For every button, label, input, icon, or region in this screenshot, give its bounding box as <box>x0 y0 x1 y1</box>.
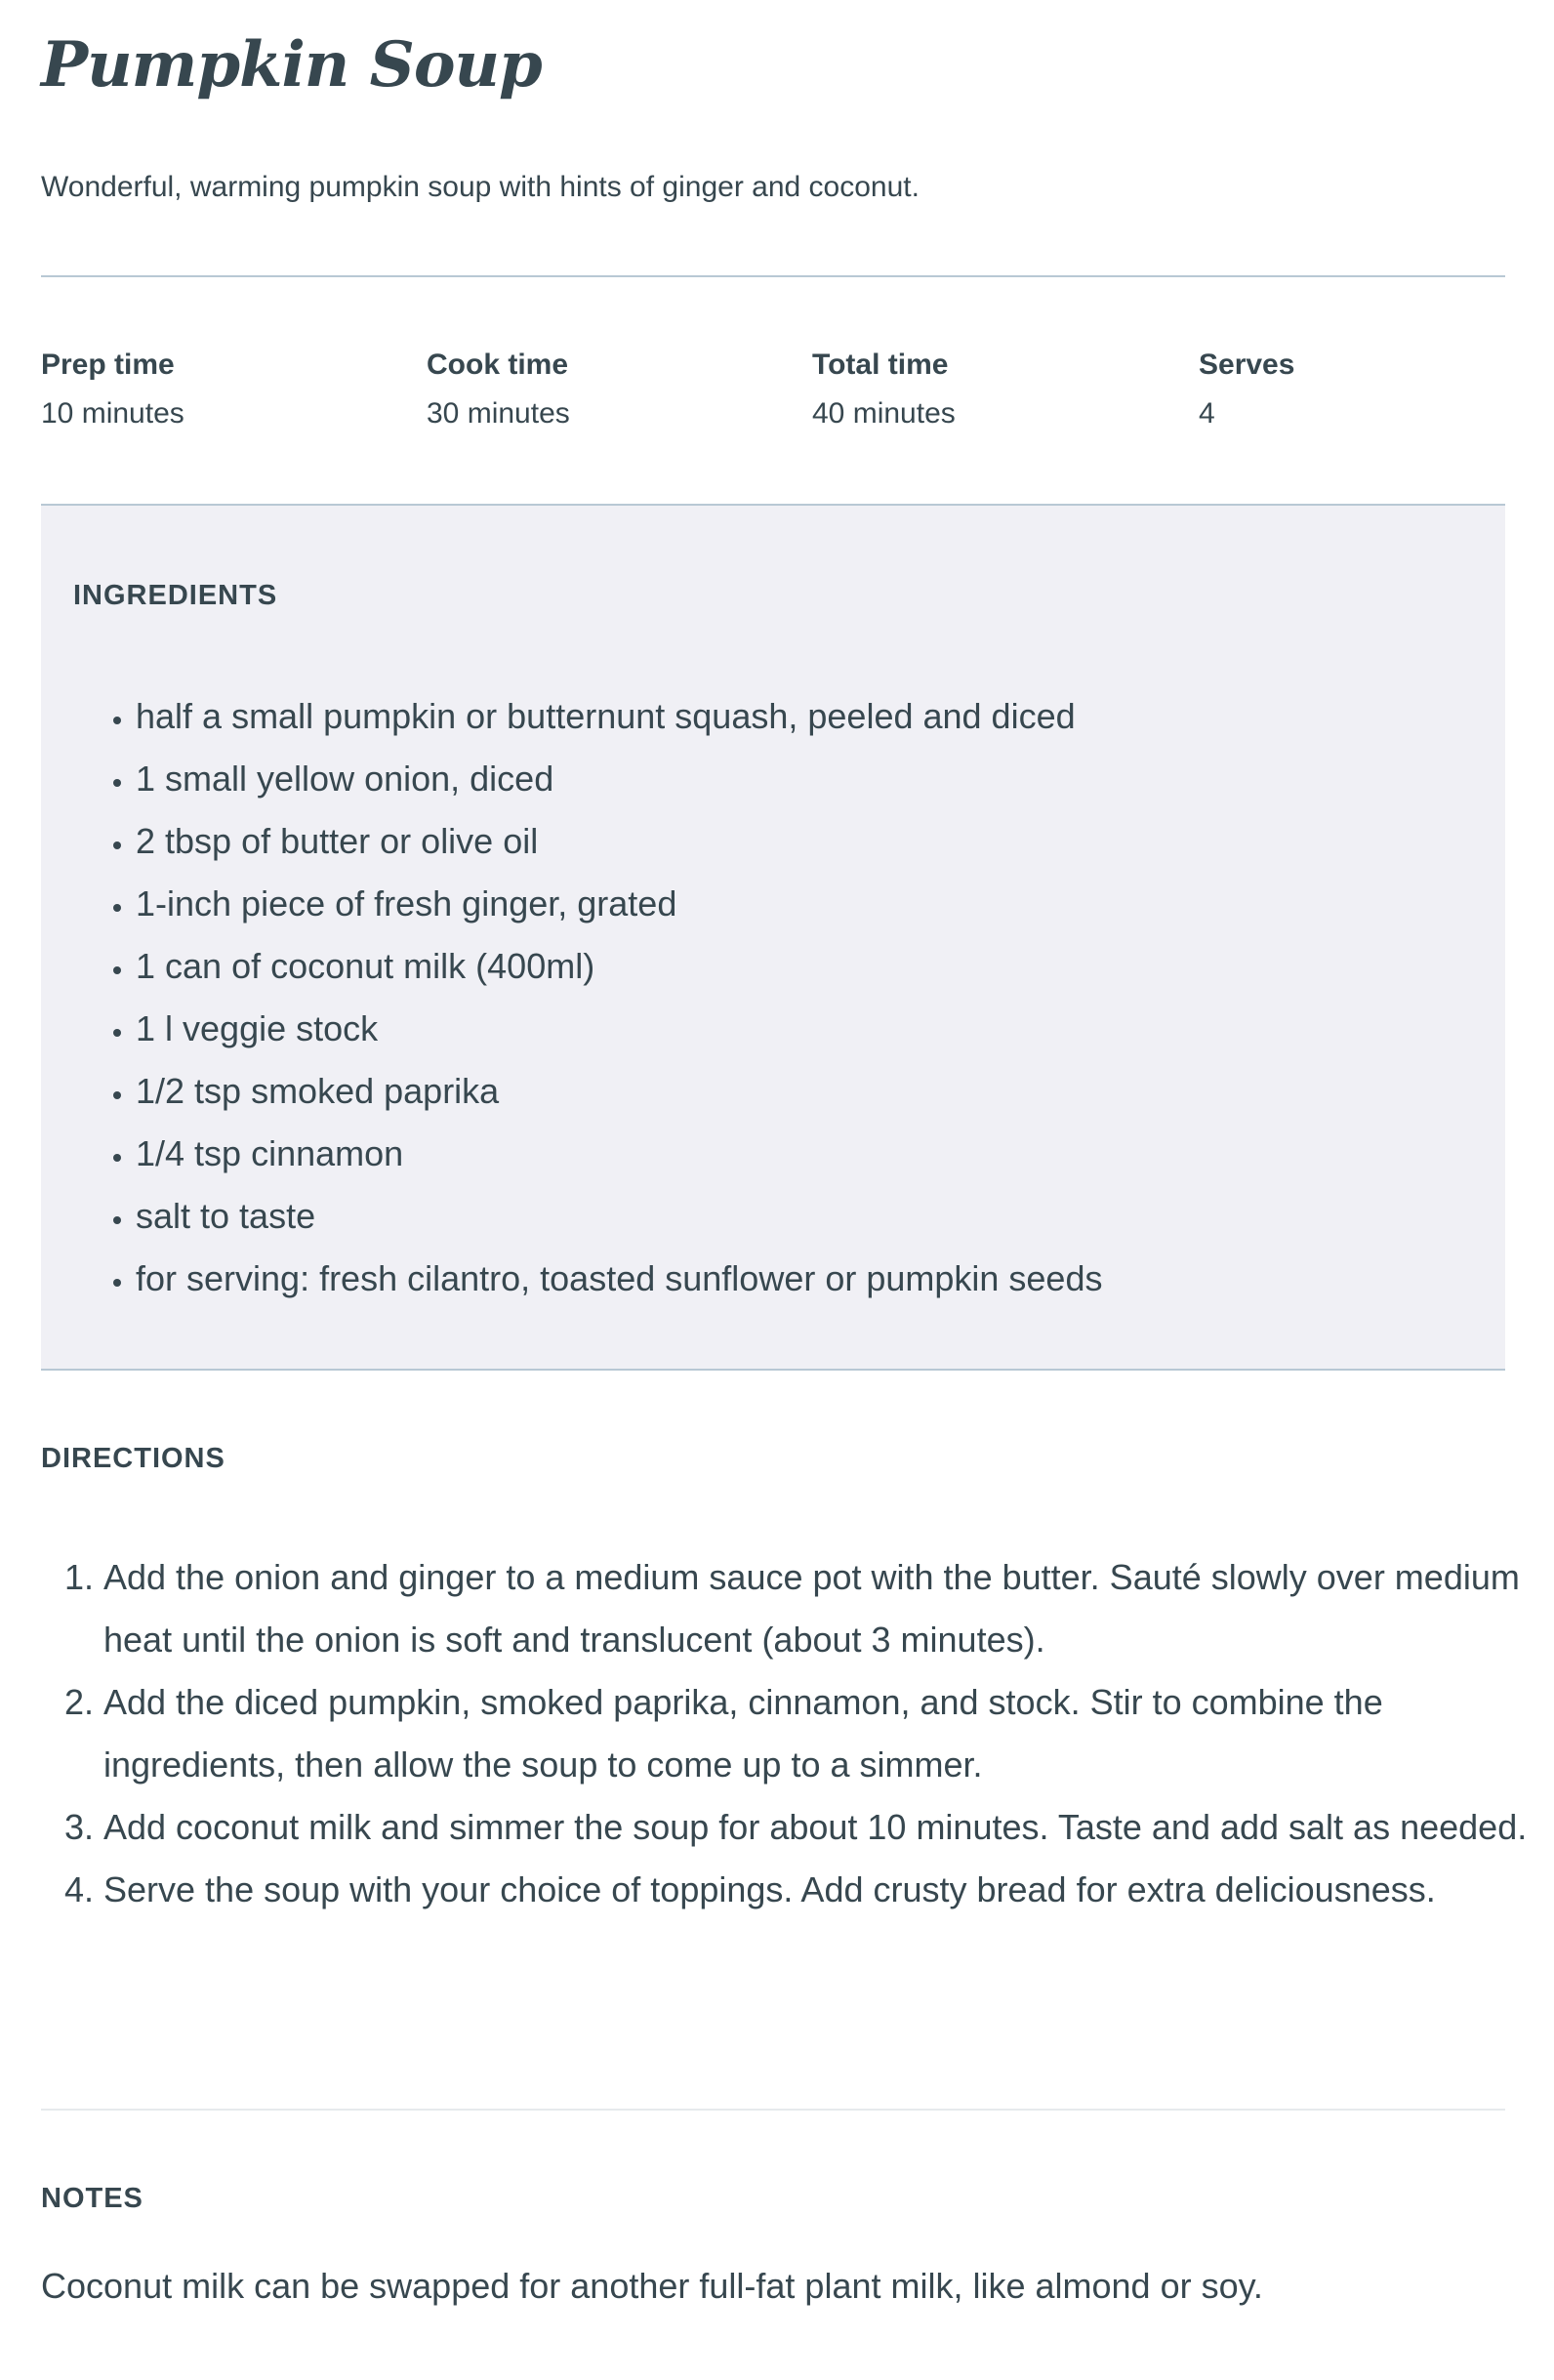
meta-label: Serves <box>1199 349 1295 381</box>
ingredient-item: • 1/2 tsp smoked paprika <box>136 1060 1102 1123</box>
ingredients-section <box>41 504 1505 1371</box>
ingredient-item: • half a small pumpkin or butternunt squash, peeled and diced <box>136 685 1102 748</box>
meta-value: 30 minutes <box>427 397 570 430</box>
ingredient-item: • for serving: fresh cilantro, toasted sunflower or pumpkin seeds <box>136 1248 1102 1310</box>
recipe-title: Pumpkin Soup <box>41 28 542 102</box>
notes-heading: NOTES <box>41 2183 143 2214</box>
notes-text: Coconut milk can be swapped for another full-fat plant milk, like almond or soy. <box>41 2266 1263 2306</box>
meta-label: Total time <box>812 349 949 381</box>
meta-total-time <box>812 344 1183 435</box>
meta-label: Cook time <box>427 349 569 381</box>
ingredient-item: • 2 tbsp of butter or olive oil <box>136 810 1102 873</box>
meta-prep-time <box>41 344 412 435</box>
meta-value: 40 minutes <box>812 397 956 430</box>
direction-step: 1. Add the onion and ginger to a medium sauce pot with the butter. Sauté slowly over medium heat until the onion is soft and translucent (about 3 minutes). <box>103 1546 1554 1671</box>
ingredient-item: • 1-inch piece of fresh ginger, grated <box>136 873 1102 935</box>
ingredients-list <box>73 685 1102 1310</box>
divider <box>41 275 1505 277</box>
ingredients-heading: INGREDIENTS <box>73 580 278 611</box>
directions-heading: DIRECTIONS <box>41 1443 225 1474</box>
ingredient-item: • 1 l veggie stock <box>136 998 1102 1060</box>
meta-cook-time <box>427 344 797 435</box>
recipe-summary: Wonderful, warming pumpkin soup with hints of ginger and coconut. <box>41 171 920 203</box>
recipe-meta <box>41 344 1505 441</box>
ingredient-item: • 1/4 tsp cinnamon <box>136 1123 1102 1185</box>
direction-step: 2. Add the diced pumpkin, smoked paprika, cinnamon, and stock. Stir to combine the ingredients, then allow the soup to come up to a simmer. <box>103 1671 1554 1796</box>
ingredient-item: • 1 can of coconut milk (400ml) <box>136 935 1102 998</box>
direction-step: 3. Add coconut milk and simmer the soup for about 10 minutes. Taste and add salt as needed. <box>103 1796 1554 1859</box>
meta-value: 10 minutes <box>41 397 184 430</box>
direction-step: 4. Serve the soup with your choice of toppings. Add crusty bread for extra deliciousness. <box>103 1859 1554 1921</box>
meta-value: 4 <box>1199 397 1215 430</box>
ingredient-item: • salt to taste <box>136 1185 1102 1248</box>
divider <box>41 2109 1505 2111</box>
directions-list <box>41 1546 1554 1921</box>
meta-label: Prep time <box>41 349 175 381</box>
meta-serves <box>1199 344 1554 435</box>
ingredient-item: • 1 small yellow onion, diced <box>136 748 1102 810</box>
